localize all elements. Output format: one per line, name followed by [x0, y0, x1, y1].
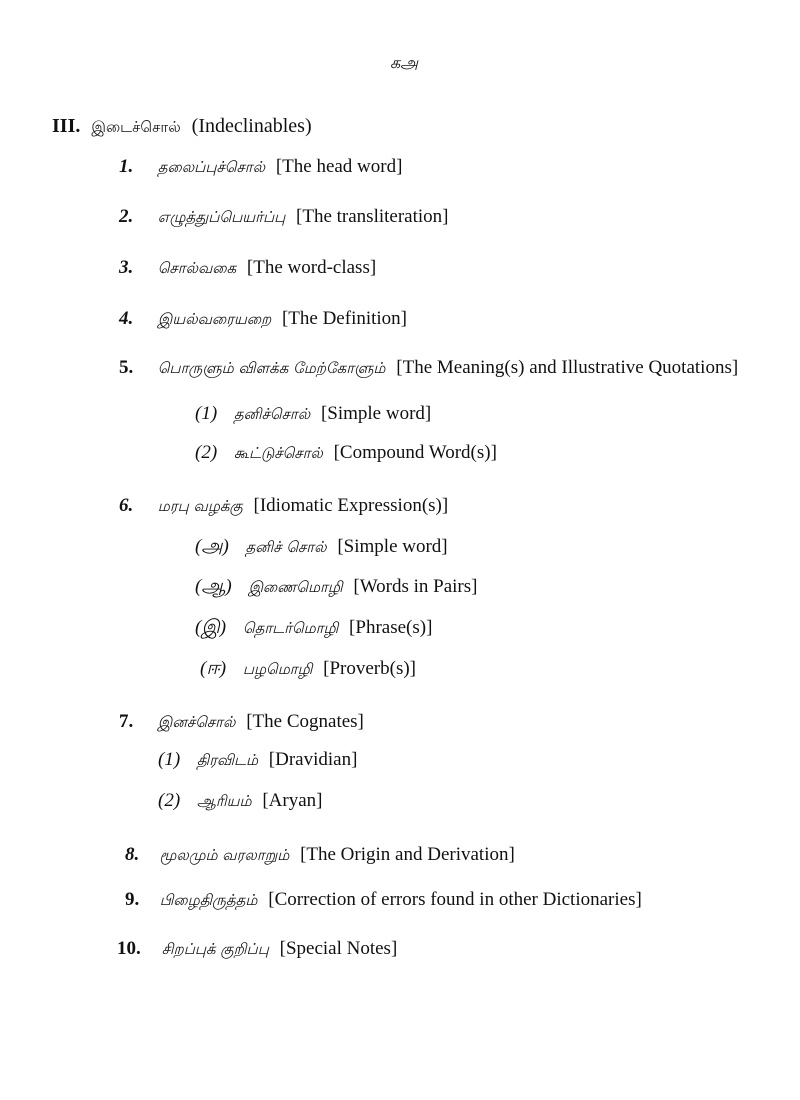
item-number: 4.	[119, 308, 134, 329]
sub-item	[158, 748, 357, 772]
page-number: கஅ	[390, 55, 419, 72]
list-item	[125, 843, 515, 867]
list-item	[119, 710, 364, 734]
sub-item	[195, 441, 497, 465]
item-english: [Special Notes]	[279, 938, 398, 959]
item-tamil: சொல்வகை	[157, 259, 237, 277]
sub-item	[158, 789, 323, 813]
item-english: [The Origin and Derivation]	[300, 844, 515, 865]
list-item	[119, 205, 449, 229]
item-tamil: மரபு வழக்கு	[157, 497, 243, 515]
item-english: [The transliteration]	[296, 206, 449, 227]
list-item	[119, 256, 376, 280]
item-english: [Correction of errors found in other Dictionaries]	[268, 889, 642, 910]
sub-tamil: கூட்டுச்சொல்	[233, 444, 323, 462]
item-number: 9.	[125, 889, 140, 910]
sub-marker: (2)	[158, 790, 181, 811]
sub-marker: (ஆ)	[195, 576, 232, 597]
sub-tamil: தனிச்சொல்	[233, 405, 311, 423]
list-item	[119, 356, 738, 380]
section-heading	[52, 114, 312, 139]
sub-english: [Simple word]	[337, 536, 448, 557]
sub-english: [Words in Pairs]	[353, 576, 478, 597]
sub-english: [Dravidian]	[268, 749, 358, 770]
sub-item	[200, 657, 416, 681]
item-english: [The head word]	[275, 156, 403, 177]
sub-marker: (1)	[195, 403, 218, 424]
section-tamil: இடைச்சொல்	[91, 118, 181, 136]
sub-marker: (அ)	[195, 536, 229, 557]
sub-tamil: தனிச் சொல்	[245, 538, 327, 556]
item-english: [The Meaning(s) and Illustrative Quotations]	[396, 357, 739, 378]
item-number: 2.	[119, 206, 134, 227]
list-item	[117, 937, 397, 961]
sub-tamil: தொடர்மொழி	[242, 619, 339, 637]
item-tamil: இயல்வரையறை	[157, 310, 272, 328]
sub-english: [Simple word]	[320, 403, 432, 424]
item-number: 1.	[119, 156, 134, 177]
item-number: 10.	[117, 938, 141, 959]
item-english: [The word-class]	[246, 257, 377, 278]
list-item	[119, 307, 407, 331]
sub-tamil: திரவிடம்	[196, 751, 259, 769]
item-number: 3.	[119, 257, 134, 278]
item-english: [Idiomatic Expression(s)]	[253, 495, 449, 516]
item-tamil: எழுத்துப்பெயர்ப்பு	[157, 208, 286, 226]
item-number: 8.	[125, 844, 140, 865]
item-tamil: மூலமும் வரலாறும்	[159, 846, 290, 864]
list-item	[119, 155, 402, 179]
item-number: 7.	[119, 711, 134, 732]
section-number: III.	[52, 115, 81, 137]
sub-marker: (ஈ)	[200, 658, 227, 679]
sub-english: [Aryan]	[262, 790, 323, 811]
item-tamil: தலைப்புச்சொல்	[157, 158, 266, 176]
sub-marker: (இ)	[195, 617, 227, 638]
sub-tamil: பழமொழி	[242, 660, 313, 678]
list-item	[125, 888, 642, 912]
sub-tamil: இணைமொழி	[248, 578, 343, 596]
item-english: [The Definition]	[281, 308, 408, 329]
sub-tamil: ஆரியம்	[196, 792, 252, 810]
item-tamil: சிறப்புக் குறிப்பு	[161, 940, 269, 958]
item-tamil: பொருளும் விளக்க மேற்கோளும்	[157, 359, 386, 377]
sub-item	[195, 616, 432, 640]
sub-item	[195, 535, 448, 559]
item-english: [The Cognates]	[246, 711, 364, 732]
item-number: 5.	[119, 357, 134, 378]
sub-item	[195, 402, 431, 426]
section-english: (Indeclinables)	[191, 115, 312, 137]
sub-item	[195, 575, 477, 599]
sub-marker: (1)	[158, 749, 181, 770]
list-item	[119, 494, 448, 518]
item-number: 6.	[119, 495, 134, 516]
sub-english: [Compound Word(s)]	[333, 442, 497, 463]
sub-english: [Proverb(s)]	[323, 658, 417, 679]
sub-english: [Phrase(s)]	[349, 617, 433, 638]
item-tamil: பிழைதிருத்தம்	[159, 891, 258, 909]
item-tamil: இனச்சொல்	[157, 713, 236, 731]
sub-marker: (2)	[195, 442, 218, 463]
